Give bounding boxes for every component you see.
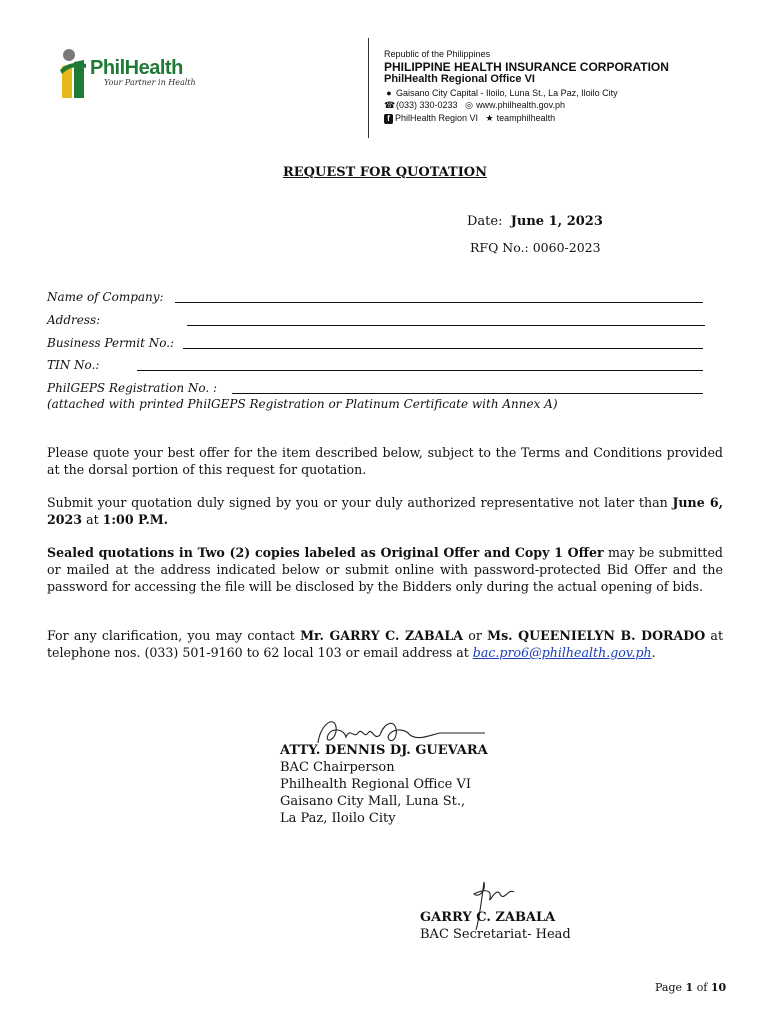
date-value: June 1, 2023 [510, 214, 603, 229]
header-twitter[interactable]: teamphilhealth [496, 113, 556, 123]
header-contact [384, 100, 565, 111]
header-social [384, 113, 555, 124]
p2-text: Submit your quotation duly signed by you or your duly authorized representative not later than [47, 495, 673, 510]
signatory-1-office: Philhealth Regional Office VI [280, 777, 472, 792]
facebook-icon: f [384, 114, 393, 124]
header-address [384, 88, 618, 98]
globe-icon: ◎ [465, 100, 473, 110]
header-corporation: PHILIPPINE HEALTH INSURANCE CORPORATION [384, 60, 669, 74]
address-field[interactable] [187, 325, 705, 326]
p4-text-a: For any clarification, you may contact [47, 628, 301, 643]
rfq-label: RFQ No.: [470, 240, 529, 255]
philgeps-field[interactable] [232, 393, 703, 394]
company-label: Name of Company: [47, 290, 164, 304]
header-facebook[interactable]: PhilHealth Region VI [395, 113, 479, 123]
header-divider [368, 38, 369, 138]
signatory-1-address-1: Gaisano City Mall, Luna St., [280, 794, 466, 809]
signatory-1 [280, 742, 488, 827]
signatory-1-address-2: La Paz, Iloilo City [280, 811, 396, 826]
permit-label: Business Permit No.: [47, 336, 175, 350]
signatory-2-title: BAC Secretariat- Head [420, 927, 571, 942]
signatory-2 [420, 909, 571, 943]
permit-field[interactable] [183, 348, 703, 349]
instruction-paragraph-4 [47, 627, 723, 661]
p2-at: at [82, 512, 103, 527]
document-title: REQUEST FOR QUOTATION [282, 165, 488, 180]
signatory-2-name: GARRY C. ZABALA [420, 910, 556, 925]
location-pin-icon: ● [386, 88, 392, 98]
email-link[interactable]: bac.pro6@philhealth.gov.ph [472, 645, 652, 660]
p3-bold: Sealed quotations in Two (2) copies labeled as Original Offer and Copy 1 Offer [47, 545, 604, 560]
logo-tagline: Your Partner in Health [104, 78, 196, 87]
page-current: 1 [685, 981, 694, 994]
rfq-value: 0060-2023 [532, 240, 601, 255]
instruction-paragraph-3 [47, 544, 723, 595]
p3-text: may be submitted or mailed at the address indicated below or submit online with password-protected Bid Offer and the password for accessing the file will be disclosed by the Bidders only during the actual opening of bids. [47, 545, 723, 594]
signatory-1-title: BAC Chairperson [280, 760, 395, 775]
date-label: Date: [467, 214, 503, 229]
tin-label: TIN No.: [47, 358, 100, 372]
instruction-paragraph-1: Please quote your best offer for the item described below, subject to the Terms and Conditions provided at the dorsal portion of this request for quotation. [47, 445, 723, 477]
rfq-line [470, 240, 601, 255]
philgeps-label: PhilGEPS Registration No. : [47, 381, 218, 395]
annex-note: (attached with printed PhilGEPS Registration or Platinum Certificate with Annex A) [47, 397, 558, 411]
signatory-1-name: ATTY. DENNIS DJ. GUEVARA [280, 743, 488, 758]
logo-wordmark: PhilHealth [90, 57, 183, 79]
header-region: PhilHealth Regional Office VI [384, 73, 535, 85]
tin-field[interactable] [137, 370, 703, 371]
contact-name-1: Mr. GARRY C. ZABALA [300, 628, 464, 643]
page-of: of [696, 981, 708, 994]
page-number [655, 981, 726, 994]
contact-name-2: Ms. QUEENIELYN B. DORADO [487, 628, 706, 643]
p4-or: or [463, 628, 488, 643]
header-website[interactable]: www.philhealth.gov.ph [476, 100, 565, 110]
header-address-text: Gaisano City Capital - Iloilo, Luna St., La Paz, Iloilo City [396, 88, 618, 98]
p4-end: . [651, 645, 656, 660]
header-phone: (033) 330-0233 [396, 100, 458, 110]
page-label: Page [655, 981, 683, 994]
deadline-time: 1:00 P.M. [102, 512, 169, 527]
address-label: Address: [47, 313, 101, 327]
twitter-icon: ★ [485, 113, 494, 123]
page-total: 10 [710, 981, 727, 994]
deadline-date: June 6, 2023 [47, 495, 723, 527]
phone-icon: ☎ [384, 100, 396, 110]
header-republic: Republic of the Philippines [384, 49, 491, 59]
date-line [467, 214, 603, 229]
instruction-paragraph-2 [47, 494, 723, 528]
company-field[interactable] [175, 302, 703, 303]
p4-text-b: at telephone nos. (033) 501-9160 to 62 local 103 or email address at [47, 628, 724, 660]
